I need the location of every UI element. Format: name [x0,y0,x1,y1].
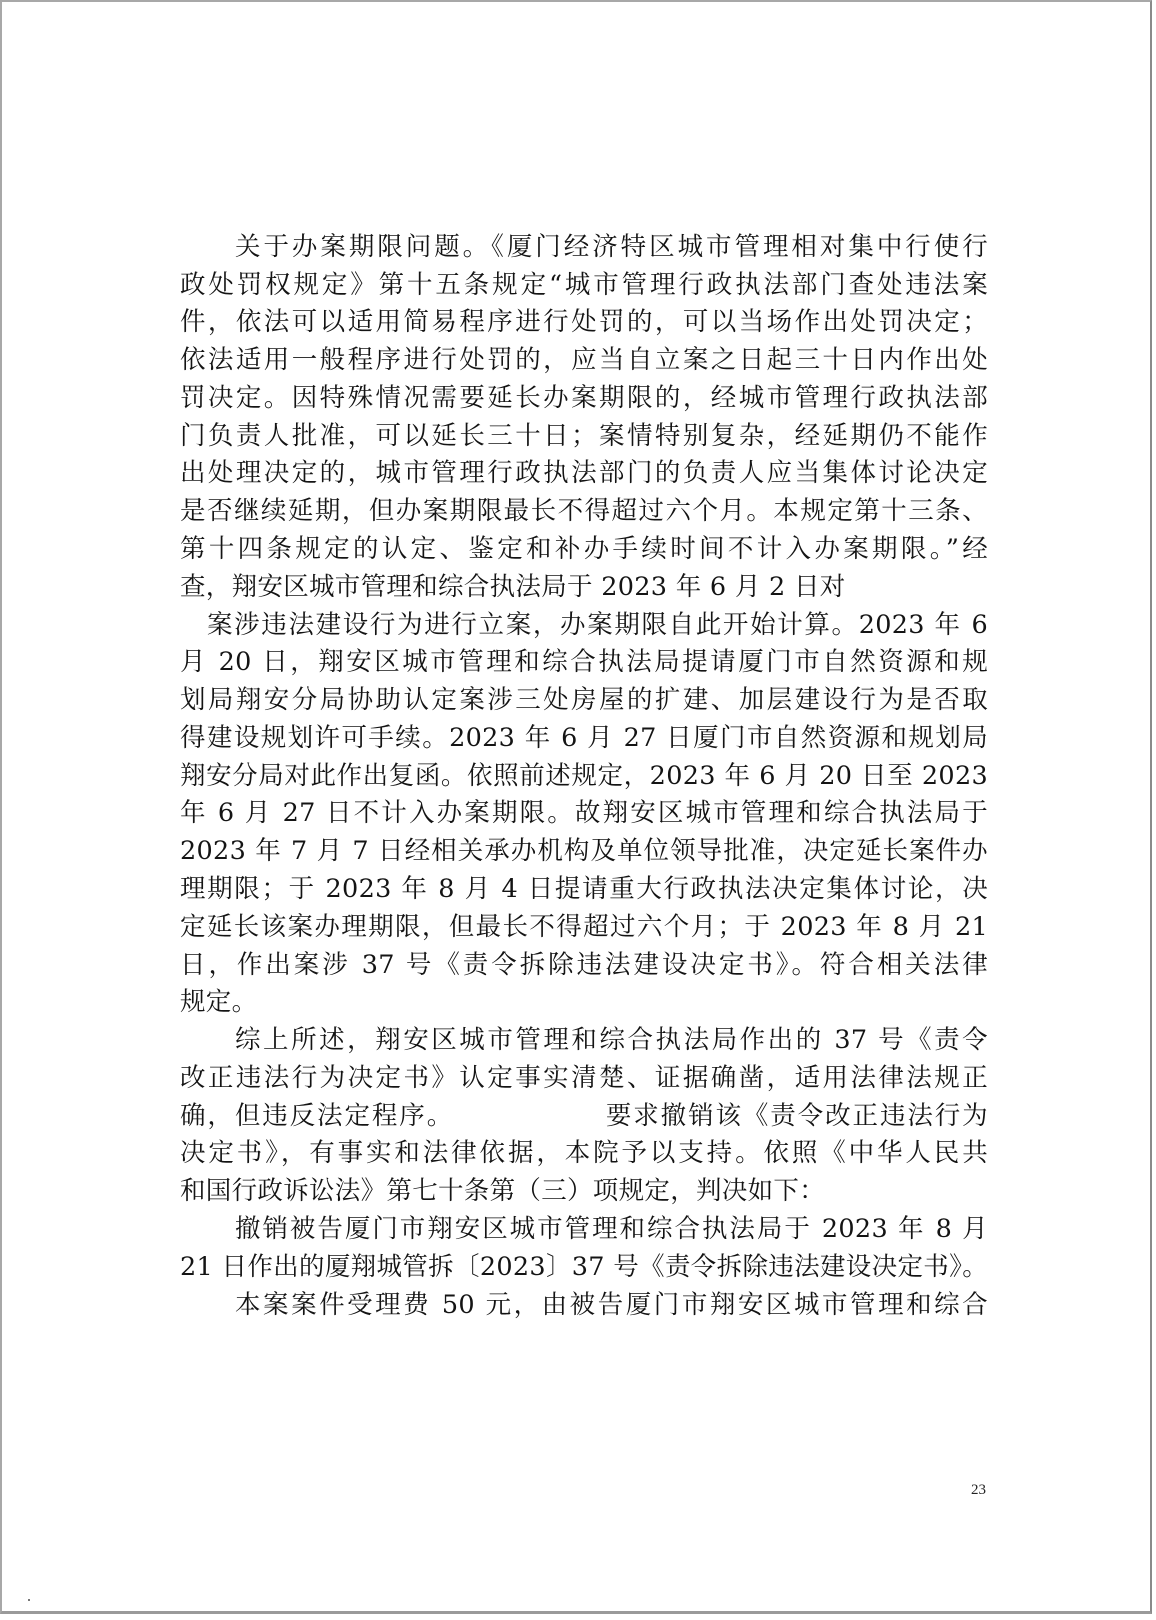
text-line: 撤销被告厦门市翔安区城市管理和综合执法局于 2023 年 8 月 [235,1214,988,1244]
text-line: 确，但违反法定程序。 要求撤销该《责令改正违法行为 [180,1101,988,1131]
text-line: 2023 年 7 月 7 日经相关承办机构及单位领导批准，决定延长案件办 [180,836,988,866]
text-line: 翔安分局对此作出复函。依照前述规定，2023 年 6 月 20 日至 2023 [180,761,988,791]
text-line: 决定书》，有事实和法律依据，本院予以支持。依照《中华人民共 [180,1138,988,1168]
text-line: 综上所述，翔安区城市管理和综合执法局作出的 37 号《责令 [235,1025,988,1055]
text-line: 第十四条规定的认定、鉴定和补办手续时间不计入办案期限。”经 [180,534,988,564]
page-number: 23 [971,1482,986,1498]
text-line: 和国行政诉讼法》第七十条第（三）项规定，判决如下： [180,1176,826,1206]
text-line: 案涉违法建设行为进行立案，办案期限自此开始计算。2023 年 6 [207,610,988,640]
text-line: 得建设规划许可手续。2023 年 6 月 27 日厦门市自然资源和规划局 [180,723,988,753]
text-line: 出处理决定的，城市管理行政执法部门的负责人应当集体讨论决定 [180,458,988,488]
text-line: 政处罚权规定》第十五条规定“城市管理行政执法部门查处违法案 [180,270,988,300]
text-line: 改正违法行为决定书》认定事实清楚、证据确凿，适用法律法规正 [180,1063,988,1093]
text-line: 罚决定。因特殊情况需要延长办案期限的，经城市管理行政执法部 [180,383,988,413]
text-line: 月 20 日，翔安区城市管理和综合执法局提请厦门市自然资源和规 [180,647,988,677]
text-line: 件，依法可以适用简易程序进行处罚的，可以当场作出处罚决定； [180,307,988,337]
text-line: 规定。 [180,987,258,1017]
text-line: 门负责人批准，可以延长三十日；案情特别复杂，经延期仍不能作 [180,421,988,451]
text-line: 年 6 月 27 日不计入办案期限。故翔安区城市管理和综合执法局于 [180,798,988,828]
text-line: 依法适用一般程序进行处罚的，应当自立案之日起三十日内作出处 [180,345,988,375]
text-line: 理期限；于 2023 年 8 月 4 日提请重大行政执法决定集体讨论，决 [180,874,988,904]
text-line: 划局翔安分局协助认定案涉三处房屋的扩建、加层建设行为是否取 [180,685,988,715]
text-line: 日，作出案涉 37 号《责令拆除违法建设决定书》。符合相关法律 [180,950,988,980]
text-line: 定延长该案办理期限，但最长不得超过六个月；于 2023 年 8 月 21 [180,912,988,942]
text-line: 21 日作出的厦翔城管拆〔2023〕37 号《责令拆除违法建设决定书》。 [180,1252,988,1282]
text-line: 本案案件受理费 50 元，由被告厦门市翔安区城市管理和综合 [235,1290,988,1320]
scan-artifact [28,1599,30,1601]
text-line: 查，翔安区城市管理和综合执法局于 2023 年 6 月 2 日对 [180,572,846,602]
text-line: 是否继续延期，但办案期限最长不得超过六个月。本规定第十三条、 [180,496,988,526]
text-line: 关于办案期限问题。《厦门经济特区城市管理相对集中行使行 [235,232,988,262]
